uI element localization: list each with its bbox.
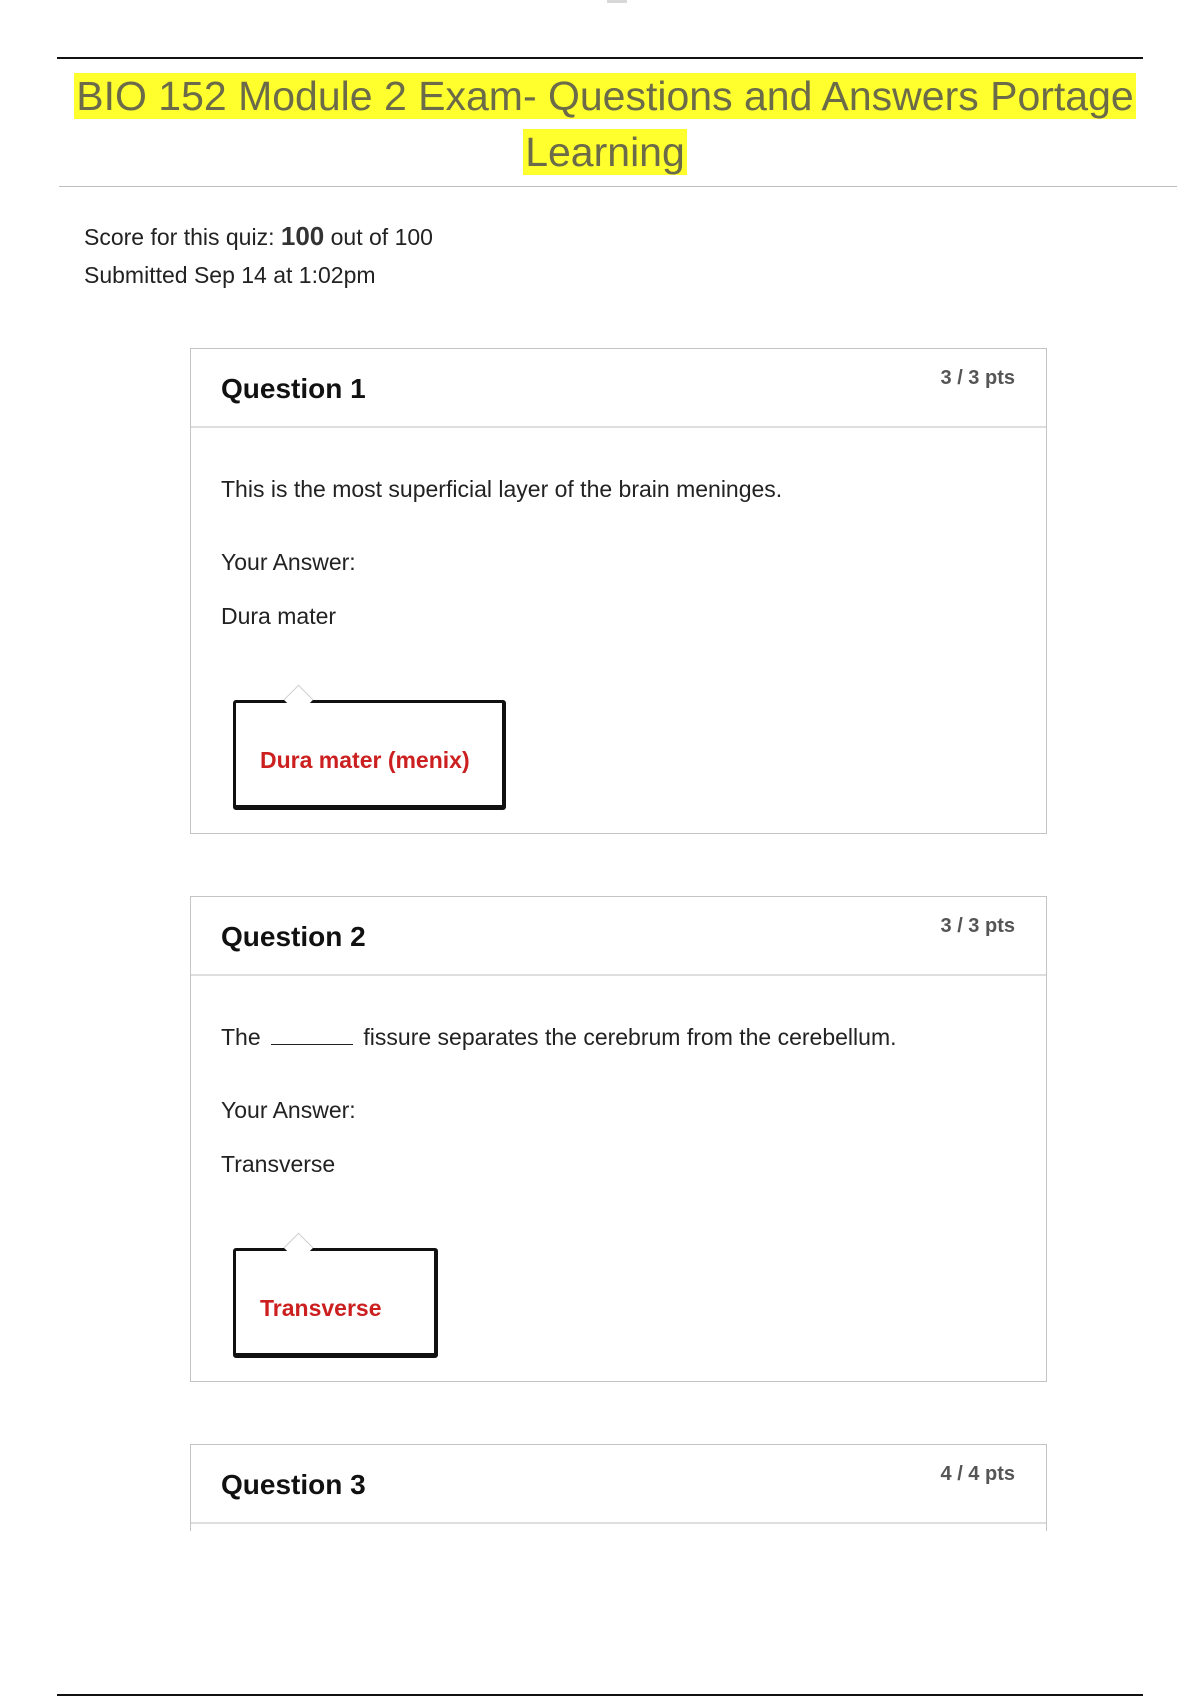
question-title: Question 2 — [221, 921, 366, 952]
callout-notch — [284, 1233, 314, 1263]
correct-answer-text: Dura mater (menix) — [260, 747, 470, 773]
page-title-text: BIO 152 Module 2 Exam- Questions and Answers Portage Learning — [76, 73, 1134, 175]
question-text: This is the most superficial layer of the brain meninges. — [221, 476, 783, 502]
score-suffix: out of 100 — [330, 224, 433, 250]
top-divider — [57, 57, 1143, 59]
question-card-1 — [190, 348, 1047, 834]
question-points: 3 / 3 pts — [940, 367, 1015, 389]
your-answer-value: Transverse — [221, 1151, 336, 1177]
correct-answer-callout — [233, 1248, 438, 1358]
question-text-start: The — [221, 1024, 261, 1050]
score-value: 100 — [280, 221, 325, 251]
callout-notch — [284, 685, 314, 715]
your-answer-value: Dura mater — [221, 603, 337, 629]
question-points: 3 / 3 pts — [940, 915, 1015, 937]
score-prefix: Score for this quiz: — [84, 224, 275, 250]
submitted-time: Submitted Sep 14 at 1:02pm — [84, 262, 376, 288]
fill-in-blank — [271, 1026, 353, 1045]
correct-answer-callout — [233, 700, 506, 810]
question-title: Question 1 — [221, 373, 366, 404]
question-title: Question 3 — [221, 1469, 366, 1500]
page-title — [60, 68, 1150, 180]
question-header — [191, 349, 1046, 428]
question-text-end: fissure separates the cerebrum from the cerebellum. — [363, 1024, 897, 1050]
correct-answer-text: Transverse — [260, 1295, 382, 1321]
title-divider — [59, 186, 1177, 187]
quiz-score — [84, 221, 433, 252]
your-answer-label: Your Answer: — [221, 549, 356, 575]
question-card-3 — [190, 1444, 1047, 1531]
question-header — [191, 1445, 1046, 1524]
question-card-2 — [190, 896, 1047, 1382]
question-text — [221, 1024, 897, 1051]
bottom-divider — [57, 1694, 1143, 1696]
your-answer-label: Your Answer: — [221, 1097, 356, 1123]
page-top-mark — [607, 0, 627, 3]
question-points: 4 / 4 pts — [940, 1463, 1015, 1485]
question-header — [191, 897, 1046, 976]
